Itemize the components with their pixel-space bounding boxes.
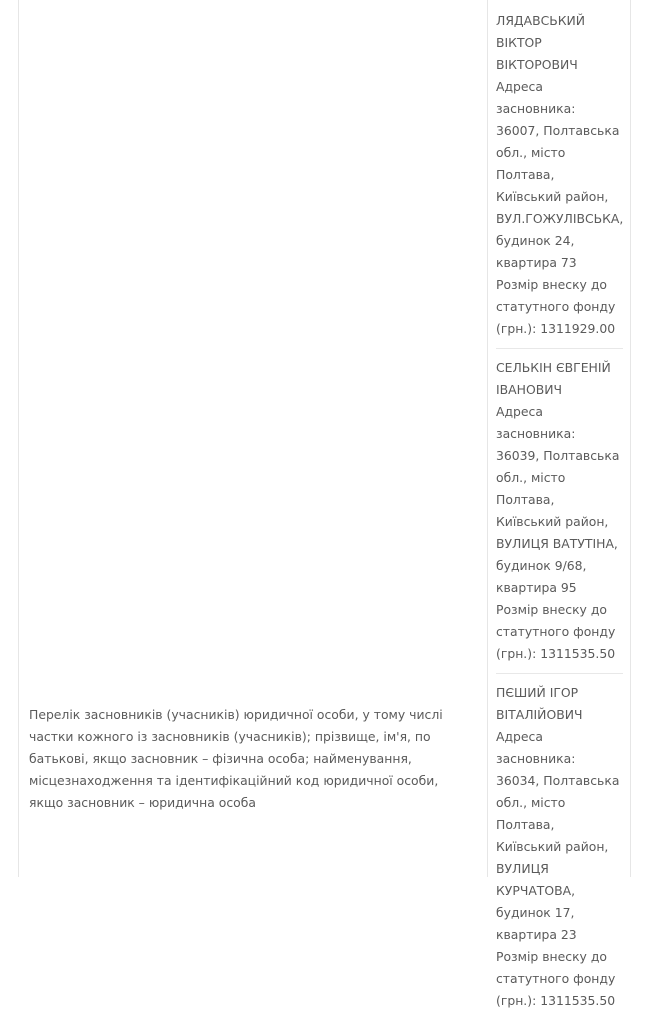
founder-entry (496, 10, 623, 349)
founder-address: 36034, Полтавська обл., місто Полтава, Київський район, ВУЛИЦЯ КУРЧАТОВА, будинок 17, квартира 23 (496, 773, 620, 942)
founder-address-label: Адреса засновника: (496, 404, 576, 441)
column-divider (487, 0, 488, 877)
founders-table (18, 0, 631, 1008)
row-label: Перелік засновників (учасників) юридичної особи, у тому числі частки кожного із засновників (учасників); прізвище, ім'я, по батькові, якщо засновник – фізична особа; найменування, місцезнаходження та ідентифікаційний код юридичної особи, якщо засновник – юридична особа (29, 707, 443, 810)
founder-entry (496, 357, 623, 674)
founder-contribution: 1311535.50 (540, 646, 616, 661)
founder-contribution-label: Розмір внеску до статутного фонду (грн.): 1311929.00 (496, 277, 616, 336)
founder-contribution: 1311929.00 (540, 321, 616, 336)
founder-name: ПЄШИЙ ІГОР ВІТАЛІЙОВИЧ (496, 685, 583, 722)
founder-contribution-label: Розмір внеску до статутного фонду (грн.): 1311535.50 (496, 949, 616, 1008)
founder-name: СЕЛЬКІН ЄВГЕНІЙ ІВАНОВИЧ (496, 360, 611, 397)
founder-contribution: 1311535.50 (540, 993, 616, 1008)
founders-list (496, 10, 623, 1020)
founder-address: 36039, Полтавська обл., місто Полтава, Київський район, ВУЛИЦЯ ВАТУТІНА, будинок 9/68, квартира 95 (496, 448, 620, 595)
founder-entry (496, 682, 623, 1020)
founder-address: 36007, Полтавська обл., місто Полтава, Київський район, ВУЛ.ГОЖУЛІВСЬКА, будинок 24, квартира 73 (496, 123, 624, 270)
founder-address-label: Адреса засновника: (496, 729, 576, 766)
founder-contribution-label: Розмір внеску до статутного фонду (грн.): 1311535.50 (496, 602, 616, 661)
founder-address-label: Адреса засновника: (496, 79, 576, 116)
founder-name: ЛЯДАВСЬКИЙ ВІКТОР ВІКТОРОВИЧ (496, 13, 586, 72)
